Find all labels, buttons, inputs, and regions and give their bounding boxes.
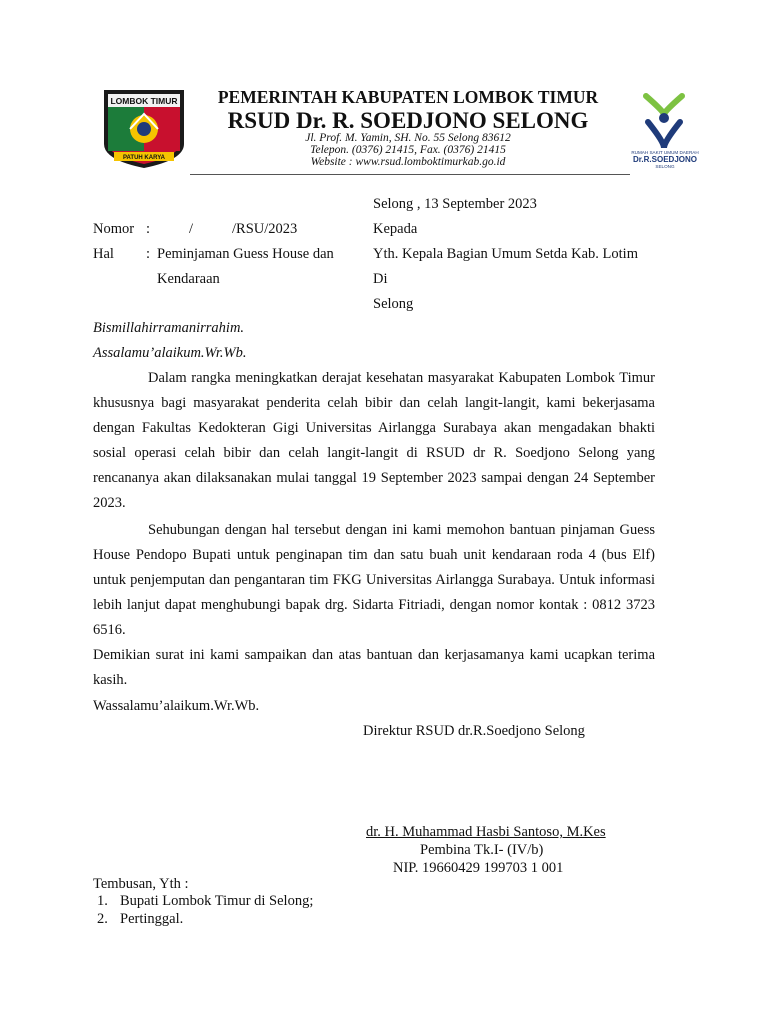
opening-salam: Assalamu’alaikum.Wr.Wb. [93,345,247,361]
bismillah: Bismillahirramanirrahim. [93,320,245,336]
emblem-banner-text: LOMBOK TIMUR [110,96,178,106]
recipient-city: Selong [373,296,414,312]
recipient-line: Yth. Kepala Bagian Umum Setda Kab. Lotim [373,246,638,262]
cc-label: Tembusan, Yth : [93,876,189,892]
nomor-value: /RSU/2023 [232,221,298,237]
letterhead-divider [190,174,630,175]
cc-item: Bupati Lombok Timur di Selong; [120,893,314,909]
cc-item-number: 2. [97,911,108,927]
cc-item: Pertinggal. [120,911,184,927]
signatory-title: Direktur RSUD dr.R.Soedjono Selong [363,723,585,739]
website-line: Website : www.rsud.lomboktimurkab.go.id [310,156,506,168]
lombok-timur-emblem-logo [100,86,188,170]
hospital-title: RSUD Dr. R. SOEDJONO SELONG [227,108,589,133]
letter-body [93,366,655,693]
nomor-label: Nomor [93,221,135,237]
emblem-motto-text: PATUH KARYA [122,155,166,161]
paragraph-2: Sehubungan dengan hal tersebut dengan ini kami memohon bantuan pinjaman Guess House Pendopo Bupati untuk penginapan tim dan satu buah unit kendaraan roda 4 (bus Elf) untuk penjemputan dan pengantaran tim FKG Universitas Airlangga Surabaya. Untuk informasi lebih lanjut dapat menghubungi bapak drg. Sidarta Fitriadi, dengan nomor kontak : 0812 3723 6516. [93,522,655,638]
hal-subject-line1: Peminjaman Guess House dan [157,246,334,262]
rsud-soedjono-logo [624,92,706,170]
government-title: PEMERINTAH KABUPATEN LOMBOK TIMUR [217,87,599,107]
signatory-nip: NIP. 19660429 199703 1 001 [393,860,564,876]
paragraph-1: Dalam rangka meningkatkan derajat kesehatan masyarakat Kabupaten Lombok Timur khususnya bagi masyarakat penderita celah bibir dan celah langit-langit, kami bekerjasama dengan Fakultas Kedokteran Gigi Universitas Airlangga Surabaya akan mengadakan bhakti sosial operasi celah bibir dan celah langit-langit di RSUD dr R. Soedjono Selong yang rencananya akan dilaksanakan mulai tanggal 19 September 2023 sampai dengan 24 September 2023. [93,370,655,511]
phone-line: Telepon. (0376) 21415, Fax. (0376) 21415 [310,144,506,156]
logo-caption-city: SELONG [655,164,675,169]
kepada-label: Kepada [373,221,418,237]
logo-caption-name: Dr.R.SOEDJONO [632,155,698,164]
nomor-slash: / [189,221,194,237]
nomor-colon: : [146,221,151,237]
place-date: Selong , 13 September 2023 [373,196,537,212]
paragraph-3: Demikian surat ini kami sampaikan dan atas bantuan dan kerjasamanya kami ucapkan terima kasih. [93,647,655,688]
hal-colon: : [146,246,151,262]
address-line: Jl. Prof. M. Yamin, SH. No. 55 Selong 83612 [305,132,511,144]
signatory-name: dr. H. Muhammad Hasbi Santoso, M.Kes [366,824,606,840]
hal-subject-line2: Kendaraan [157,271,220,287]
signatory-rank: Pembina Tk.I- (IV/b) [420,842,544,858]
recipient-di: Di [373,271,388,287]
cc-item-number: 1. [97,893,108,909]
hal-label: Hal [93,246,114,262]
closing-salam: Wassalamu’alaikum.Wr.Wb. [93,698,260,714]
logo-caption-top: RUMAH SAKIT UMUM DAERAH [631,150,699,155]
